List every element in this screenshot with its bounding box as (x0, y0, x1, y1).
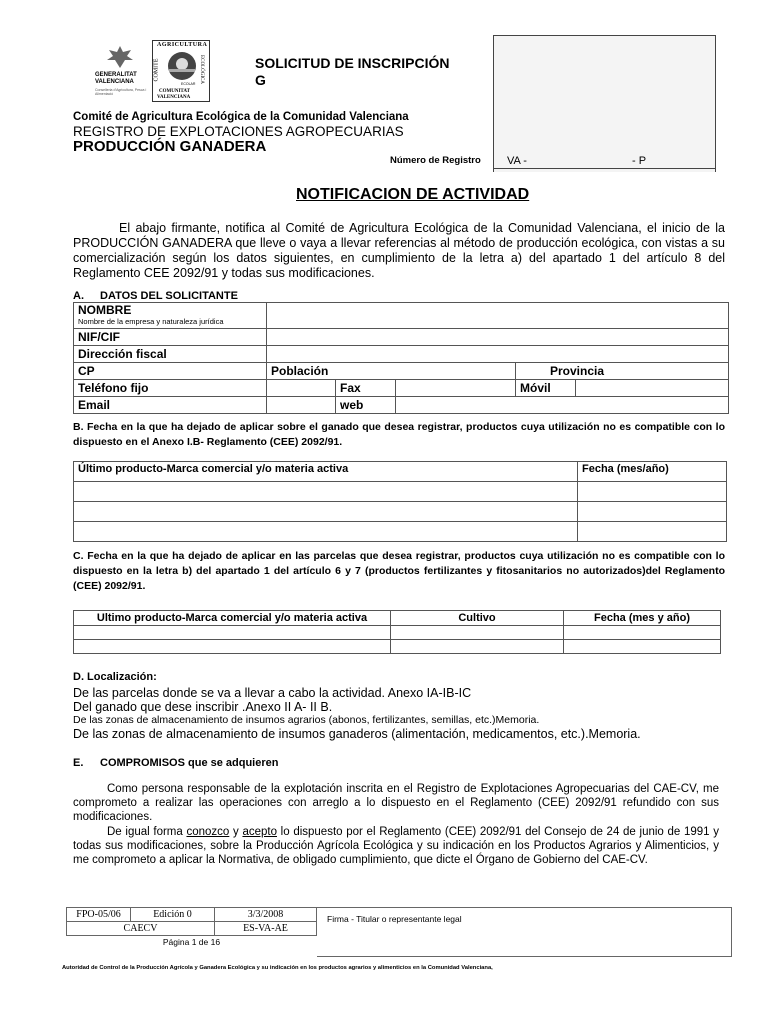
para2-text-a: De igual forma (107, 826, 187, 838)
para2-text-b: y (229, 826, 243, 838)
signature-box[interactable] (317, 907, 732, 957)
doc-code: FPO-05/06 (67, 908, 131, 922)
cae-left-text: COMITÉ (153, 58, 160, 82)
gv-name-1: GENERALITAT (95, 72, 137, 78)
telefono-field[interactable] (267, 380, 336, 397)
direccion-field[interactable] (267, 346, 729, 363)
section-b-product-cell[interactable] (74, 502, 578, 522)
para2-conozco: conozco (186, 826, 230, 838)
doc-edition: Edición 0 (131, 908, 215, 922)
applicant-data-table (73, 302, 729, 414)
cae-emblem-icon (167, 51, 197, 81)
section-a-letter: A. (73, 290, 84, 302)
poblacion-label: Población (267, 363, 516, 380)
section-b-date-cell[interactable] (578, 502, 727, 522)
nombre-field[interactable] (267, 303, 729, 329)
para2-text-c: lo dispuesto por el Reglamento (CEE) 2092/91 del Consejo de 24 de junio de 1991 y todas sus modificaciones, sobre la Producción Agrícola Ecológica y su indicación en los Productos Agrarios y Alimenticios, y me comprometo a aplicar la Normativa, de obligado cumplimiento, que dicte el Órgano de Gobierno del CAE-CV. (73, 826, 720, 866)
generalitat-logo (95, 44, 157, 106)
section-c-crop-cell[interactable] (391, 626, 564, 640)
org-name: Comité de Agricultura Ecológica de la Comunidad Valenciana (73, 111, 409, 123)
section-c-date-cell[interactable] (564, 640, 721, 654)
registry-title: REGISTRO DE EXPLOTACIONES AGROPECUARIAS (73, 124, 404, 139)
para2-acepto: acepto (242, 826, 277, 838)
section-e-letter: E. (73, 757, 84, 769)
production-title: PRODUCCIÓN GANADERA (73, 138, 267, 155)
registration-p: - P (632, 155, 647, 167)
registration-number-label: Número de Registro (390, 155, 481, 166)
section-a-title: DATOS DEL SOLICITANTE (100, 290, 238, 302)
section-c-text: C. Fecha en la que ha dejado de aplicar en las parcelas que desea registrar, productos cuya utilización no es compatible con lo dispuesto en la letra b) del apartado 1 del artículo 6 y 7 (productos fertilizantes y fitosanitarios no autorizados)del Reglamento (CEE) 2092/91. (73, 550, 725, 592)
gv-name-2: VALENCIANA (95, 79, 134, 85)
cae-bottom-1: COMUNITAT (159, 89, 190, 94)
cae-top-text: AGRICULTURA (157, 42, 208, 48)
telefono-label: Teléfono fijo (74, 380, 267, 397)
section-c-product-cell[interactable] (74, 640, 391, 654)
cae-right-text: ECOLÓGICA (198, 55, 204, 84)
section-b-product-cell[interactable] (74, 522, 578, 542)
nombre-label-cell (74, 303, 267, 329)
fax-field[interactable] (396, 380, 516, 397)
cae-logo (152, 40, 210, 102)
movil-label: Móvil (516, 380, 576, 397)
section-c-col-date: Fecha (mes y año) (564, 611, 721, 626)
gv-conselleria: Conselleria d'Agricultura, Pesca i Alimentació (95, 88, 147, 96)
nif-field[interactable] (267, 329, 729, 346)
main-title: NOTIFICACION DE ACTIVIDAD (296, 186, 530, 203)
form-title-line1: SOLICITUD DE INSCRIPCIÓN (255, 55, 450, 71)
web-field[interactable] (396, 397, 729, 414)
nombre-sublabel: Nombre de la empresa y naturaleza jurídica (78, 317, 224, 326)
cp-label: CP (74, 363, 267, 380)
section-d-line3: De las zonas de almacenamiento de insumos agrarios (abonos, fertilizantes, semillas, etc.)Memoria. (73, 714, 540, 726)
section-b-col-product: Último producto-Marca comercial y/o materia activa (74, 462, 578, 482)
section-b-text: B. Fecha en la que ha dejado de aplicar sobre el ganado que desea registrar, productos cuya utilización no es compatible con lo dispuesto en el Anexo I.B- Reglamento (CEE) 2092/91. (73, 421, 725, 448)
footer-doc-info (66, 907, 317, 949)
doc-page: Página 1 de 16 (67, 936, 317, 949)
section-b-date-cell[interactable] (578, 522, 727, 542)
doc-caecv: CAECV (67, 922, 215, 936)
section-e-title: COMPROMISOS que se adquieren (100, 757, 279, 769)
bat-crest-icon (105, 44, 135, 70)
nombre-label: NOMBRE (78, 303, 132, 317)
section-c-date-cell[interactable] (564, 626, 721, 640)
doc-date: 3/3/2008 (215, 908, 317, 922)
section-b-col-date: Fecha (mes/año) (578, 462, 727, 482)
cae-small-text: ECOLAR (181, 82, 196, 86)
web-label: web (336, 397, 396, 414)
fax-label: Fax (336, 380, 396, 397)
signature-label: Firma - Titular o representante legal (327, 914, 462, 924)
section-d-line1: De las parcelas donde se va a llevar a cabo la actividad. Anexo IA-IB-IC (73, 686, 472, 700)
direccion-label: Dirección fiscal (74, 346, 267, 363)
nif-label: NIF/CIF (74, 329, 267, 346)
section-d-line4: De las zonas de almacenamiento de insumos ganaderos (alimentación, medicamentos, etc.).Memoria. (73, 727, 641, 741)
registration-line (493, 168, 716, 169)
email-field[interactable] (267, 397, 336, 414)
section-e-paragraph-2 (73, 825, 719, 867)
cae-bottom-2: VALENCIANA (157, 95, 191, 100)
section-b-table (73, 461, 727, 542)
section-c-col-crop: Cultivo (391, 611, 564, 626)
section-d-title: D. Localización: (73, 671, 157, 683)
registration-stamp-box (493, 35, 716, 172)
section-c-table (73, 610, 721, 654)
registration-va: VA - (507, 155, 527, 167)
movil-field[interactable] (576, 380, 729, 397)
section-b-product-cell[interactable] (74, 482, 578, 502)
section-c-col-product: Ultimo producto-Marca comercial y/o materia activa (74, 611, 391, 626)
footer-authority-text: Autoridad de Control de la Producción Agrícola y Ganadera Ecológica y su indicación en los productos agrarios y alimenticios en la Comunidad Valenciana, (62, 965, 493, 971)
section-c-crop-cell[interactable] (391, 640, 564, 654)
provincia-label: Provincia (516, 363, 729, 380)
doc-es: ES-VA-AE (215, 922, 317, 936)
section-e-paragraph-1: Como persona responsable de la explotación inscrita en el Registro de Explotaciones Agropecuarias del CAE-CV, me comprometo a realizar las operaciones con arreglo a lo dispuesto en el Reglamento (CEE) 2092/91 refundido con sus modificaciones. (73, 783, 719, 823)
section-c-product-cell[interactable] (74, 626, 391, 640)
form-title-line2: G (255, 72, 266, 88)
section-d-line2: Del ganado que dese inscribir .Anexo II A- II B. (73, 700, 333, 714)
email-label: Email (74, 397, 267, 414)
section-b-date-cell[interactable] (578, 482, 727, 502)
intro-paragraph: El abajo firmante, notifica al Comité de Agricultura Ecológica de la Comunidad Valenciana, el inicio de la PRODUCCIÓN GANADERA que lleve o vaya a llevar referencias al método de producción ecológica, con vistas a su comercialización según los datos siguientes, en cumplimiento de la letra a) del apartado 1 del artículo 8 del Reglamento CEE 2092/91 y todas sus modificaciones. (73, 221, 725, 280)
